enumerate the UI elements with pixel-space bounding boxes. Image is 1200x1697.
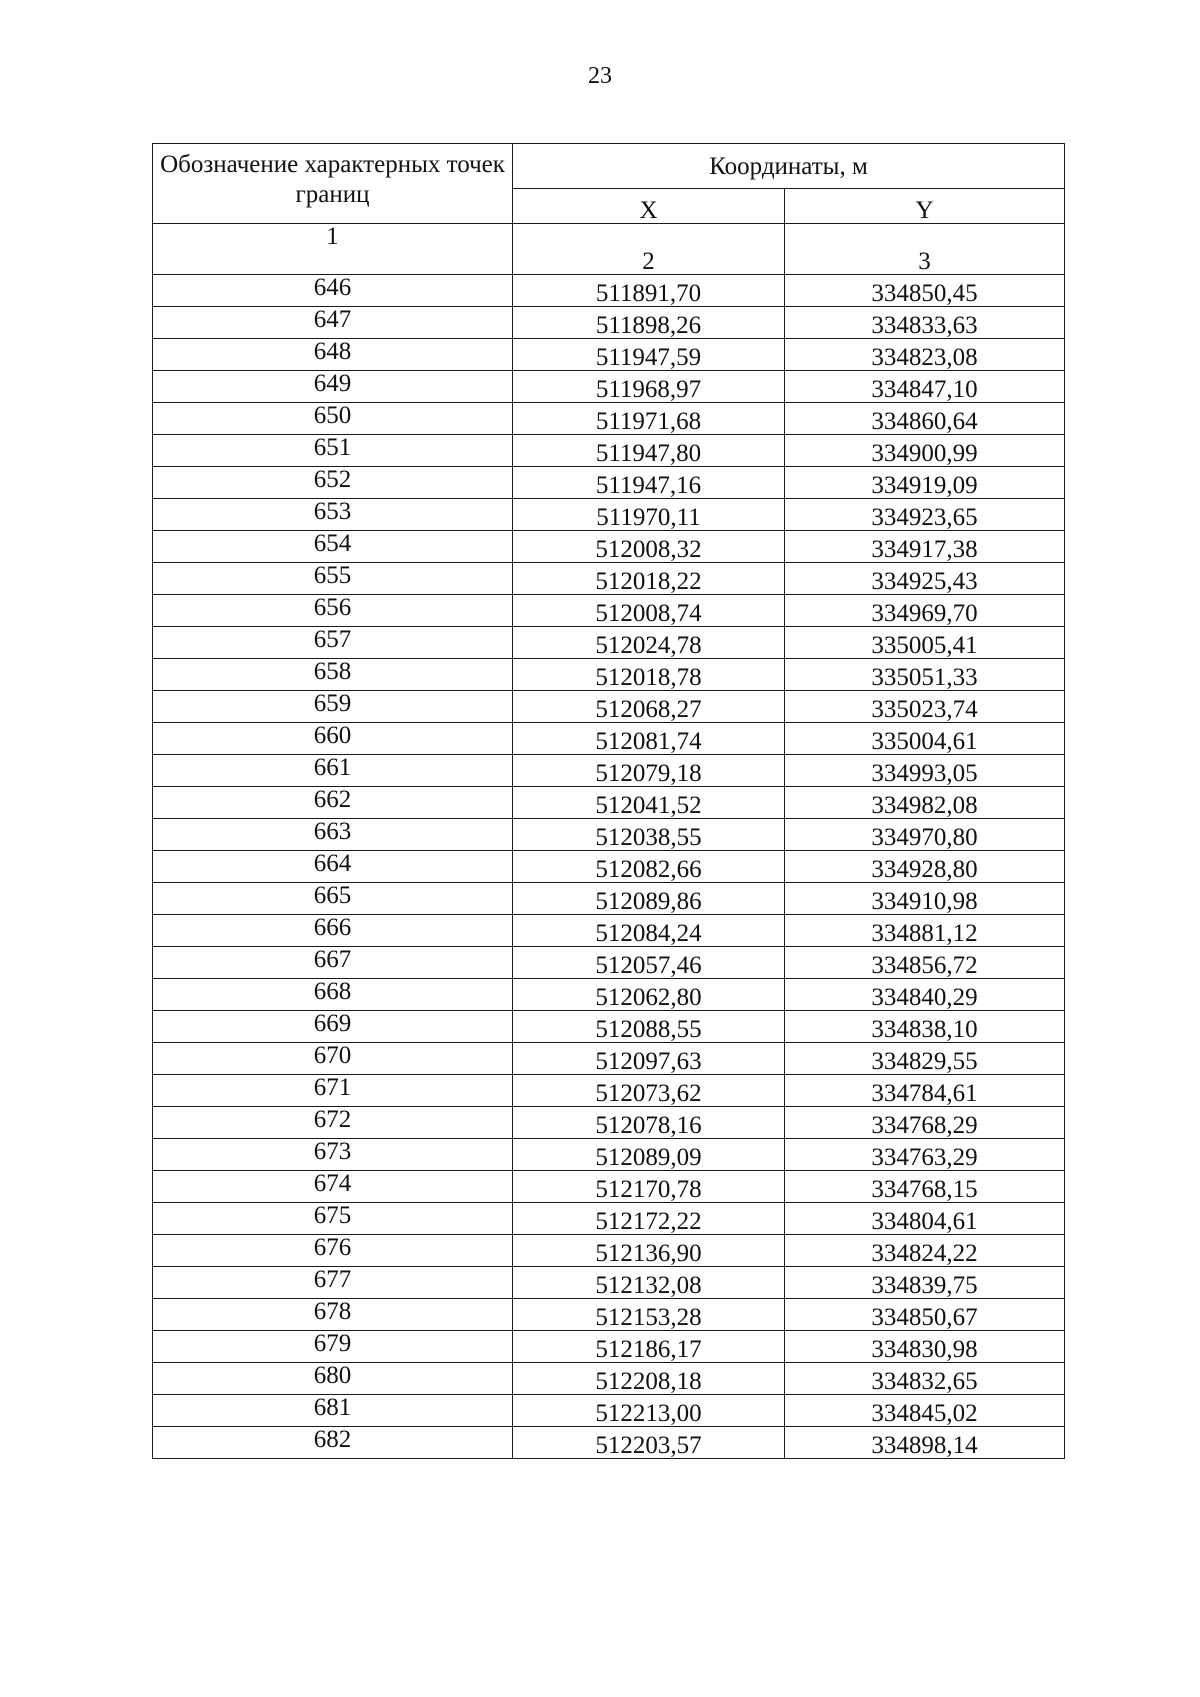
table-row: [153, 1203, 1065, 1235]
table-row: [153, 307, 1065, 339]
x-coordinate-cell: 512088,55: [513, 1011, 785, 1043]
x-coordinate-cell: 512062,80: [513, 979, 785, 1011]
point-designation-cell: 674: [153, 1171, 513, 1203]
y-coordinate-cell: 334784,61: [785, 1075, 1065, 1107]
table-row: [153, 883, 1065, 915]
y-coordinate-cell: 334768,29: [785, 1107, 1065, 1139]
table-row: [153, 275, 1065, 307]
point-designation-cell: 656: [153, 595, 513, 627]
point-designation-cell: 669: [153, 1011, 513, 1043]
y-coordinate-cell: 334993,05: [785, 755, 1065, 787]
point-designation-cell: 675: [153, 1203, 513, 1235]
y-coordinate-cell: 334833,63: [785, 307, 1065, 339]
x-coordinate-cell: 512089,86: [513, 883, 785, 915]
y-coordinate-cell: 334917,38: [785, 531, 1065, 563]
table-row: [153, 1299, 1065, 1331]
y-coordinate-cell: 335005,41: [785, 627, 1065, 659]
table-row: [153, 1043, 1065, 1075]
table-row: [153, 787, 1065, 819]
y-coordinate-cell: 334850,67: [785, 1299, 1065, 1331]
x-coordinate-cell: 512136,90: [513, 1235, 785, 1267]
point-designation-cell: 679: [153, 1331, 513, 1363]
coordinates-table: [152, 143, 1065, 1459]
point-designation-cell: 658: [153, 659, 513, 691]
y-coordinate-cell: 334900,99: [785, 435, 1065, 467]
table-row: [153, 435, 1065, 467]
y-coordinate-cell: 334829,55: [785, 1043, 1065, 1075]
header-y: Y: [785, 189, 1065, 224]
y-coordinate-cell: 334768,15: [785, 1171, 1065, 1203]
x-coordinate-cell: 512018,78: [513, 659, 785, 691]
table-row: [153, 819, 1065, 851]
x-coordinate-cell: 512084,24: [513, 915, 785, 947]
table-row: [153, 371, 1065, 403]
y-coordinate-cell: 334881,12: [785, 915, 1065, 947]
x-coordinate-cell: 512057,46: [513, 947, 785, 979]
point-designation-cell: 682: [153, 1427, 513, 1459]
point-designation-cell: 662: [153, 787, 513, 819]
x-coordinate-cell: 511970,11: [513, 499, 785, 531]
point-designation-cell: 681: [153, 1395, 513, 1427]
x-coordinate-cell: 511947,80: [513, 435, 785, 467]
table-row: [153, 755, 1065, 787]
x-coordinate-cell: 512073,62: [513, 1075, 785, 1107]
page-number: 23: [588, 63, 612, 89]
point-designation-cell: 654: [153, 531, 513, 563]
y-coordinate-cell: 334860,64: [785, 403, 1065, 435]
y-coordinate-cell: 334969,70: [785, 595, 1065, 627]
point-designation-cell: 676: [153, 1235, 513, 1267]
point-designation-cell: 667: [153, 947, 513, 979]
table-row: [153, 691, 1065, 723]
table-row: [153, 851, 1065, 883]
point-designation-cell: 659: [153, 691, 513, 723]
x-coordinate-cell: 512132,08: [513, 1267, 785, 1299]
y-coordinate-cell: 334839,75: [785, 1267, 1065, 1299]
table-row: [153, 1427, 1065, 1459]
y-coordinate-cell: 334982,08: [785, 787, 1065, 819]
header-x: X: [513, 189, 785, 224]
point-designation-cell: 666: [153, 915, 513, 947]
y-coordinate-cell: 334830,98: [785, 1331, 1065, 1363]
table-row: [153, 563, 1065, 595]
point-designation-cell: 668: [153, 979, 513, 1011]
header-col-number-2: 2: [513, 224, 785, 275]
table-row: [153, 1267, 1065, 1299]
x-coordinate-cell: 512153,28: [513, 1299, 785, 1331]
point-designation-cell: 673: [153, 1139, 513, 1171]
y-coordinate-cell: 334845,02: [785, 1395, 1065, 1427]
table-row: [153, 915, 1065, 947]
point-designation-cell: 652: [153, 467, 513, 499]
header-col-number-1: 1: [153, 224, 513, 275]
x-coordinate-cell: 512172,22: [513, 1203, 785, 1235]
x-coordinate-cell: 512068,27: [513, 691, 785, 723]
point-designation-cell: 660: [153, 723, 513, 755]
point-designation-cell: 646: [153, 275, 513, 307]
point-designation-cell: 647: [153, 307, 513, 339]
x-coordinate-cell: 511971,68: [513, 403, 785, 435]
y-coordinate-cell: 334850,45: [785, 275, 1065, 307]
point-designation-cell: 671: [153, 1075, 513, 1107]
x-coordinate-cell: 512078,16: [513, 1107, 785, 1139]
y-coordinate-cell: 334838,10: [785, 1011, 1065, 1043]
y-coordinate-cell: 334856,72: [785, 947, 1065, 979]
x-coordinate-cell: 511891,70: [513, 275, 785, 307]
x-coordinate-cell: 512008,74: [513, 595, 785, 627]
x-coordinate-cell: 511947,16: [513, 467, 785, 499]
header-col-number-3: 3: [785, 224, 1065, 275]
table-header: [153, 144, 1065, 275]
table-row: [153, 595, 1065, 627]
y-coordinate-cell: 334970,80: [785, 819, 1065, 851]
y-coordinate-cell: 334824,22: [785, 1235, 1065, 1267]
point-designation-cell: 680: [153, 1363, 513, 1395]
table-row: [153, 947, 1065, 979]
x-coordinate-cell: 511968,97: [513, 371, 785, 403]
table-row: [153, 1171, 1065, 1203]
point-designation-cell: 657: [153, 627, 513, 659]
y-coordinate-cell: 334840,29: [785, 979, 1065, 1011]
point-designation-cell: 665: [153, 883, 513, 915]
y-coordinate-cell: 334804,61: [785, 1203, 1065, 1235]
table-row: [153, 1075, 1065, 1107]
y-coordinate-cell: 334823,08: [785, 339, 1065, 371]
x-coordinate-cell: 512079,18: [513, 755, 785, 787]
y-coordinate-cell: 334910,98: [785, 883, 1065, 915]
x-coordinate-cell: 512024,78: [513, 627, 785, 659]
table-row: [153, 467, 1065, 499]
table-row: [153, 1139, 1065, 1171]
table-row: [153, 1395, 1065, 1427]
x-coordinate-cell: 511898,26: [513, 307, 785, 339]
table-row: [153, 1363, 1065, 1395]
y-coordinate-cell: 334919,09: [785, 467, 1065, 499]
x-coordinate-cell: 512081,74: [513, 723, 785, 755]
x-coordinate-cell: 512038,55: [513, 819, 785, 851]
table-row: [153, 659, 1065, 691]
y-coordinate-cell: 334847,10: [785, 371, 1065, 403]
x-coordinate-cell: 512018,22: [513, 563, 785, 595]
table-row: [153, 1235, 1065, 1267]
point-designation-cell: 650: [153, 403, 513, 435]
point-designation-cell: 651: [153, 435, 513, 467]
x-coordinate-cell: 512186,17: [513, 1331, 785, 1363]
point-designation-cell: 678: [153, 1299, 513, 1331]
point-designation-cell: 664: [153, 851, 513, 883]
point-designation-cell: 648: [153, 339, 513, 371]
x-coordinate-cell: 512008,32: [513, 531, 785, 563]
table-row: [153, 979, 1065, 1011]
x-coordinate-cell: 511947,59: [513, 339, 785, 371]
table-row: [153, 1331, 1065, 1363]
table-row: [153, 403, 1065, 435]
point-designation-cell: 653: [153, 499, 513, 531]
table-row: [153, 531, 1065, 563]
table-row: [153, 339, 1065, 371]
header-coordinates: Координаты, м: [513, 144, 1065, 189]
point-designation-cell: 663: [153, 819, 513, 851]
table-row: [153, 1107, 1065, 1139]
table-row: [153, 499, 1065, 531]
point-designation-cell: 677: [153, 1267, 513, 1299]
x-coordinate-cell: 512170,78: [513, 1171, 785, 1203]
x-coordinate-cell: 512208,18: [513, 1363, 785, 1395]
x-coordinate-cell: 512097,63: [513, 1043, 785, 1075]
y-coordinate-cell: 334925,43: [785, 563, 1065, 595]
table-body: [153, 275, 1065, 1459]
x-coordinate-cell: 512089,09: [513, 1139, 785, 1171]
header-point-designation: Обозначение характерных точек границ: [153, 144, 513, 224]
y-coordinate-cell: 334898,14: [785, 1427, 1065, 1459]
point-designation-cell: 672: [153, 1107, 513, 1139]
y-coordinate-cell: 334923,65: [785, 499, 1065, 531]
point-designation-cell: 655: [153, 563, 513, 595]
x-coordinate-cell: 512041,52: [513, 787, 785, 819]
point-designation-cell: 670: [153, 1043, 513, 1075]
point-designation-cell: 649: [153, 371, 513, 403]
x-coordinate-cell: 512213,00: [513, 1395, 785, 1427]
y-coordinate-cell: 335051,33: [785, 659, 1065, 691]
table-row: [153, 627, 1065, 659]
table-row: [153, 723, 1065, 755]
table-row: [153, 1011, 1065, 1043]
x-coordinate-cell: 512203,57: [513, 1427, 785, 1459]
x-coordinate-cell: 512082,66: [513, 851, 785, 883]
y-coordinate-cell: 334832,65: [785, 1363, 1065, 1395]
y-coordinate-cell: 335023,74: [785, 691, 1065, 723]
y-coordinate-cell: 334928,80: [785, 851, 1065, 883]
y-coordinate-cell: 334763,29: [785, 1139, 1065, 1171]
y-coordinate-cell: 335004,61: [785, 723, 1065, 755]
point-designation-cell: 661: [153, 755, 513, 787]
